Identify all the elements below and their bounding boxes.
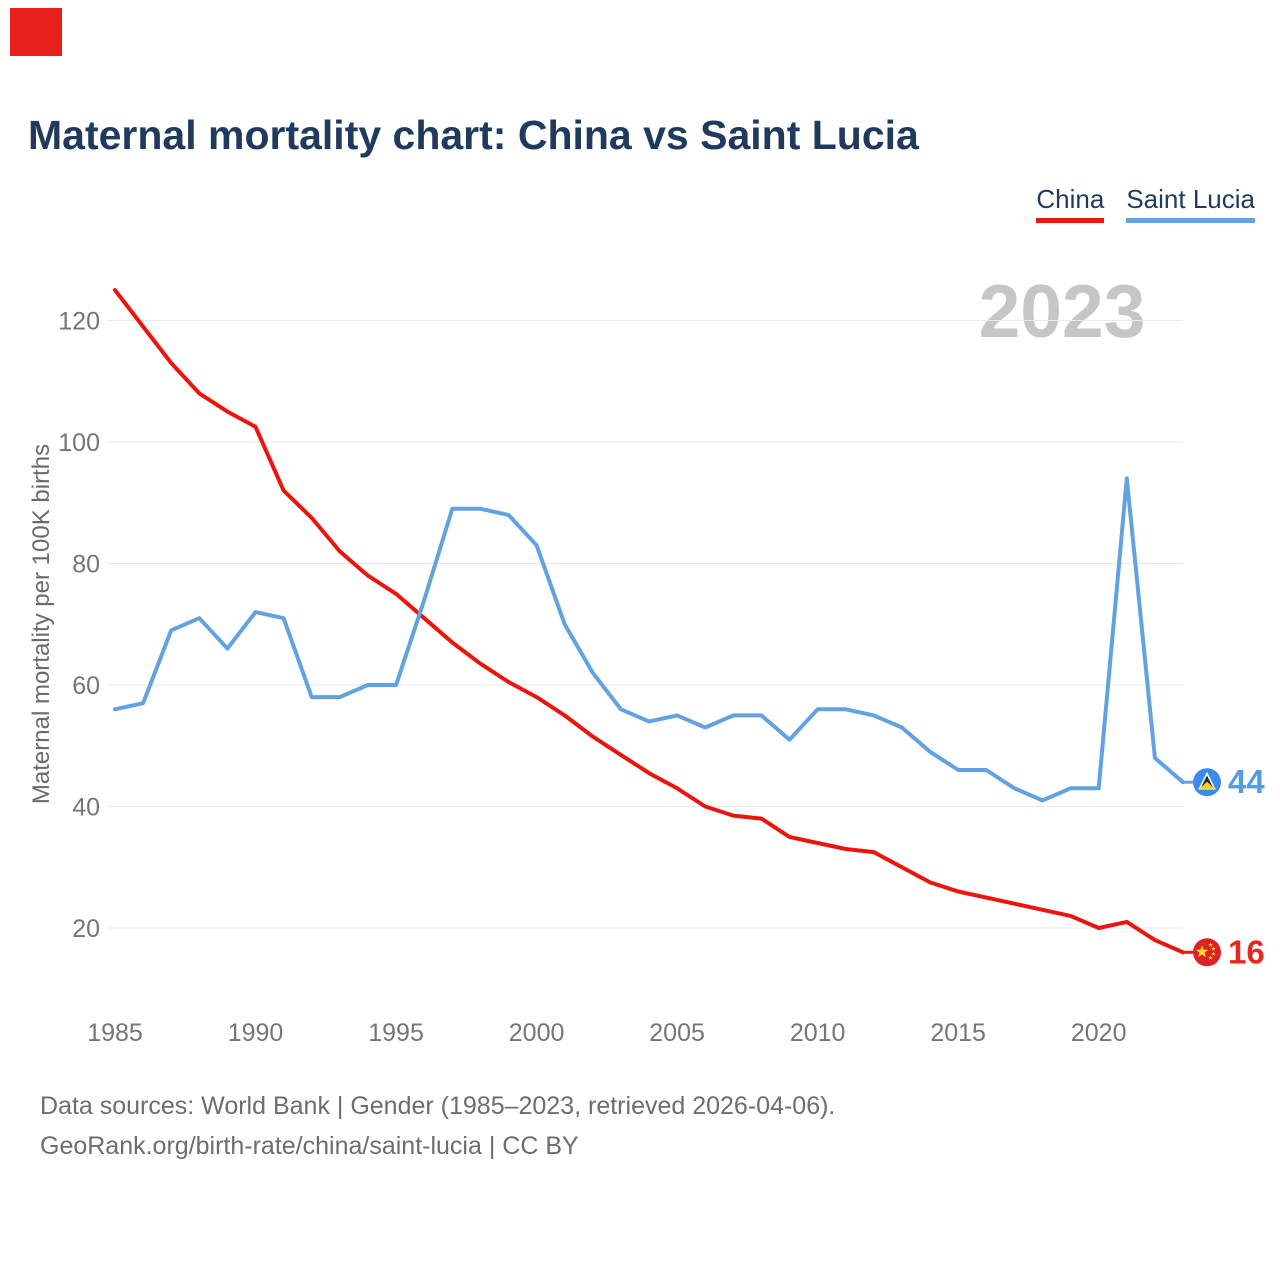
x-tick-1990: 1990 bbox=[227, 1019, 284, 1047]
x-tick-2000: 2000 bbox=[508, 1019, 565, 1047]
year-watermark: 2023 bbox=[978, 269, 1146, 353]
footer-attribution-line: GeoRank.org/birth-rate/china/saint-lucia | CC BY bbox=[40, 1132, 579, 1160]
footer-sources-line: Data sources: World Bank | Gender (1985–2023, retrieved 2026-04-06). bbox=[40, 1092, 836, 1120]
page-title: Maternal mortality chart: China vs Saint Lucia bbox=[28, 112, 919, 158]
footer bbox=[40, 1086, 835, 1166]
gridlines bbox=[108, 321, 1183, 929]
y-tick-20: 20 bbox=[72, 915, 100, 943]
x-tick-1995: 1995 bbox=[368, 1019, 424, 1047]
x-tick-2010: 2010 bbox=[789, 1019, 846, 1047]
y-tick-80: 80 bbox=[72, 550, 100, 579]
china-line bbox=[115, 290, 1183, 952]
y-tick-120: 120 bbox=[58, 307, 100, 336]
saint-lucia-flag-marker bbox=[1193, 768, 1221, 796]
y-tick-labels bbox=[58, 308, 100, 944]
y-tick-100: 100 bbox=[58, 429, 100, 457]
y-tick-60: 60 bbox=[72, 672, 100, 700]
y-axis-title: Maternal mortality per 100K births bbox=[28, 443, 55, 805]
saint-lucia-line bbox=[115, 478, 1183, 800]
x-tick-1985: 1985 bbox=[87, 1019, 143, 1047]
china-end-value: 16 bbox=[1228, 933, 1265, 971]
x-tick-2020: 2020 bbox=[1070, 1019, 1127, 1047]
china-flag-marker bbox=[1193, 938, 1221, 966]
legend-label-china: China bbox=[1036, 184, 1105, 214]
x-tick-labels bbox=[87, 1019, 1126, 1047]
y-tick-40: 40 bbox=[72, 793, 100, 822]
x-tick-2015: 2015 bbox=[930, 1019, 986, 1047]
x-tick-2005: 2005 bbox=[649, 1019, 705, 1047]
series-saint-lucia bbox=[115, 478, 1265, 800]
saint-lucia-end-value: 44 bbox=[1228, 763, 1265, 801]
legend-label-saint-lucia: Saint Lucia bbox=[1126, 184, 1255, 214]
